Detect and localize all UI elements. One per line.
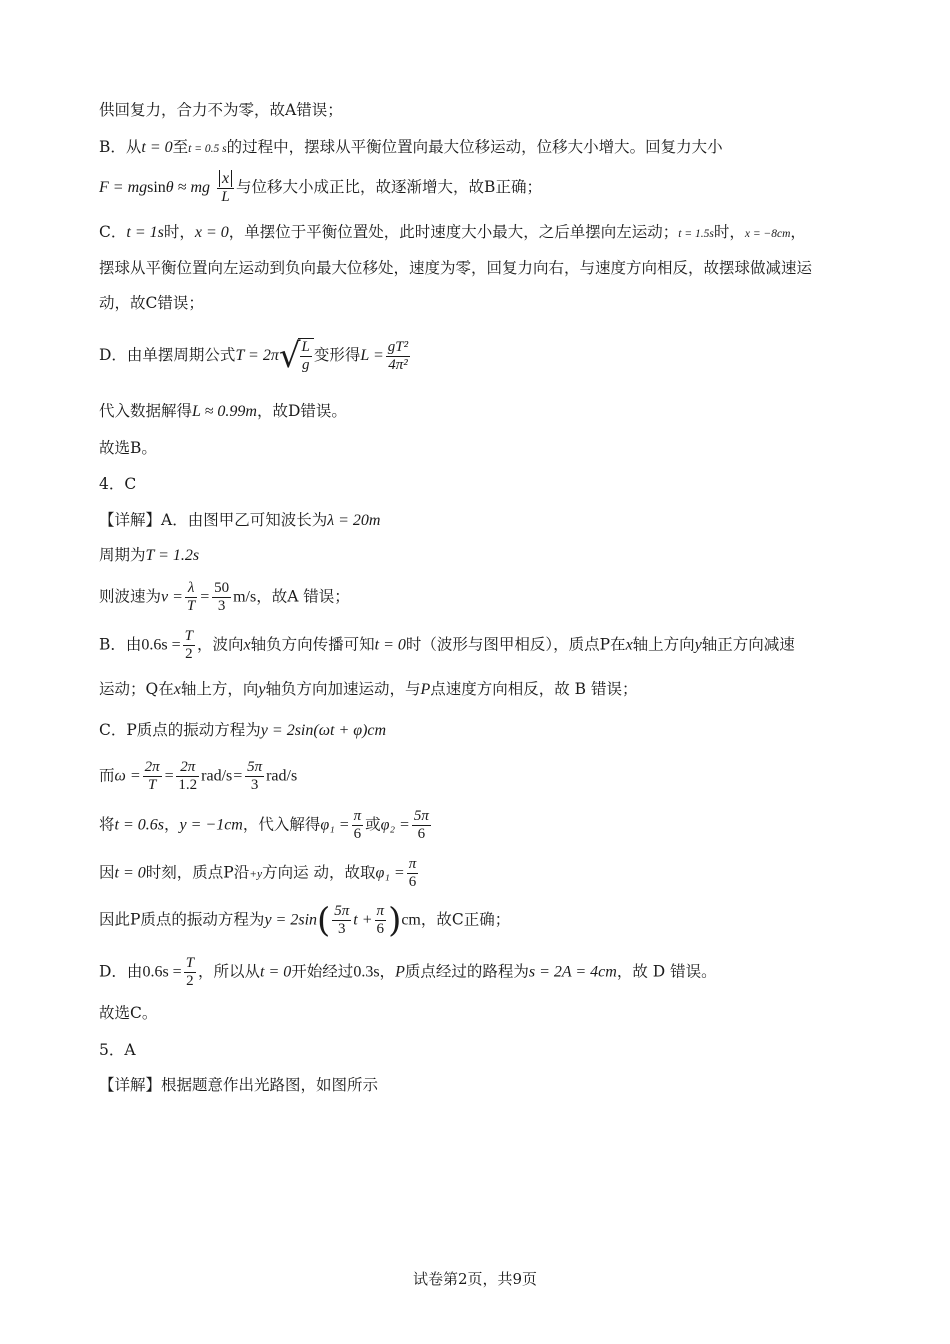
text: 5．A (99, 1041, 136, 1059)
math: x (625, 636, 633, 654)
math: φ₁ = (375, 864, 405, 882)
fraction (185, 580, 197, 615)
fraction (183, 628, 195, 663)
math: π (353, 808, 362, 824)
text-line (99, 137, 723, 159)
math: 3 (217, 598, 226, 614)
math: T = 1.2s (145, 547, 200, 564)
math: x (243, 636, 251, 654)
math: 50 (214, 580, 230, 596)
formula-line (99, 808, 433, 843)
fraction (352, 808, 364, 843)
math: 0.6s = (141, 636, 181, 654)
math: T (184, 628, 193, 644)
math: = (163, 767, 175, 785)
formula-line (99, 338, 412, 374)
text: ，故A 错误； (256, 587, 350, 606)
text: 故选C。 (99, 1004, 158, 1022)
text: 【详解】根据题意作出光路图，如图所示 (99, 1076, 379, 1094)
math: L = (360, 347, 384, 364)
text: 的过程中，摆球从平衡位置向最大位移运动，位移大小增大。回复力大小 (226, 138, 723, 156)
text: 质点经过的路程为 (404, 962, 529, 981)
math: t = 0.6s (114, 816, 164, 834)
math: 3 (250, 777, 259, 793)
text: 而 (99, 766, 115, 785)
text: ，故C正确； (420, 910, 511, 929)
text-line (99, 679, 638, 700)
math: F = mg (99, 179, 148, 196)
math: φ₂ = (380, 816, 410, 834)
math: t + (353, 911, 373, 929)
math: P (395, 963, 405, 981)
fraction (412, 808, 431, 843)
text: 时（波形与图甲相反），质点P在 (405, 635, 626, 654)
formula-line (99, 580, 350, 615)
text: ，故D错误。 (256, 402, 347, 420)
math: ω = (114, 767, 141, 785)
math: λ (185, 580, 197, 598)
fraction (143, 759, 162, 794)
text-line (99, 100, 343, 120)
text: ，波向 (196, 635, 244, 654)
math: x = −8cm (744, 228, 791, 240)
text: 变形得 (313, 346, 361, 364)
text: 因 (99, 863, 115, 882)
fraction (407, 856, 419, 891)
math: = (232, 767, 244, 785)
math: T (147, 777, 157, 793)
math: t = 1.5s (678, 228, 714, 240)
math: (ωt + φ)cm (313, 722, 387, 739)
text-line (99, 293, 204, 313)
math: y = 2sin (260, 722, 314, 739)
answer-number (99, 474, 136, 494)
math: 6 (417, 826, 426, 842)
text: 轴上方向 (632, 635, 695, 654)
math: 2π (144, 759, 160, 775)
math: y = −1cm (179, 816, 243, 834)
text: 动，故C错误； (99, 294, 204, 312)
fraction (386, 339, 410, 374)
math: T (186, 598, 196, 614)
math: = (199, 588, 211, 606)
text-line (99, 1075, 378, 1095)
math: x (219, 170, 232, 187)
text: 方向运 动，故取 (262, 863, 376, 882)
text: 轴正方向减速 (701, 635, 795, 654)
math: θ ≈ mg (165, 179, 210, 196)
math: T = 2π (235, 347, 279, 364)
fraction (332, 903, 351, 938)
text: 点速度方向相反，故 B 错误； (430, 680, 638, 698)
text: 时刻，质点P沿 (145, 863, 250, 882)
text: ，所以从 (198, 962, 261, 981)
formula-line: 因此P质点的振动方程为y = 2sin( $\frac{5\pi}{3}$ t + $\frac{\pi}{6}$ )cm，故C正确； (99, 900, 511, 941)
math: s = 2A = 4cm (528, 963, 617, 981)
math: 5π (413, 808, 429, 824)
text: 时， (163, 223, 195, 241)
math: φ₁ = (320, 816, 350, 834)
text: ， (163, 815, 180, 834)
fraction (176, 759, 199, 794)
math: g (301, 357, 310, 373)
text-line (99, 438, 157, 458)
text: 轴负方向传播可知 (250, 635, 375, 654)
text: 至 (172, 138, 189, 156)
math: x (173, 681, 181, 698)
text: B．由 (99, 635, 142, 654)
math: v = (161, 588, 183, 606)
formula-line (99, 856, 420, 891)
text: C．P质点的振动方程为 (99, 721, 261, 739)
fraction (300, 339, 312, 374)
text: ，代入解得 (242, 815, 321, 834)
fraction (217, 170, 234, 206)
math: P (420, 681, 431, 698)
math: t = 0 (114, 864, 146, 882)
text: 开始经过 (291, 962, 354, 981)
math: 6 (376, 921, 385, 937)
text: 运动；Q在 (99, 680, 174, 698)
sqrt: √ $\frac{L}{g}$ (279, 338, 314, 374)
math: cm (401, 911, 421, 929)
math: y (258, 681, 266, 698)
text: D．由单摆周期公式 (99, 346, 236, 364)
fraction (245, 759, 264, 794)
math: π (408, 856, 417, 872)
math: 6 (353, 826, 362, 842)
page-footer: 试卷第2页，共9页 (412, 1270, 538, 1288)
math: sin (147, 179, 166, 196)
math: t = 0 (374, 636, 406, 654)
math: 5π (247, 759, 263, 775)
text: 时， (713, 223, 745, 241)
text: 【详解】A．由图甲乙可知波长为 (99, 511, 328, 529)
math: t = 0 (141, 139, 173, 156)
math: π (376, 903, 385, 919)
text-line (99, 720, 386, 741)
math: 0.6s = (142, 963, 182, 981)
formula-line (99, 955, 717, 990)
math: 5π (334, 903, 350, 919)
formula-line (99, 170, 542, 206)
text: ， (379, 962, 396, 981)
text: 则波速为 (99, 587, 162, 606)
math: rad/s (201, 767, 233, 785)
text-line (99, 545, 199, 566)
text: B．从 (99, 138, 142, 156)
math: 1.2 (178, 777, 198, 793)
text-line (99, 258, 812, 278)
fraction (184, 955, 196, 990)
text: 与位移大小成正比，故逐渐增大，故B正确； (236, 178, 542, 196)
math: 2 (185, 646, 193, 662)
text-line: C．t = 1s时，x = 0，单摆位于平衡位置处，此时速度大小最大，之后单摆向左运动；t = 1.5s时，x = −8cm， (99, 223, 806, 241)
math: m/s (233, 588, 257, 606)
fraction (375, 903, 387, 938)
math: rad/s (266, 767, 298, 785)
math: λ = 20m (327, 512, 381, 529)
formula-line (99, 759, 297, 794)
text-line (99, 401, 347, 422)
math: y = 2sin (264, 911, 318, 929)
text: 供回复力，合力不为零，故A错误； (99, 101, 343, 119)
math: 4π² (388, 356, 408, 373)
math: t = 0 (260, 963, 292, 981)
text: 轴上方，向 (180, 680, 259, 698)
text: 将 (99, 815, 115, 834)
math: L (221, 189, 230, 205)
math: x = 0 (194, 224, 229, 241)
math: t = 0.5 s (188, 143, 227, 155)
math: 3 (338, 921, 346, 937)
text: 周期为 (99, 546, 146, 564)
math: 2π (176, 759, 199, 777)
math: gT² (387, 338, 409, 355)
text: 或 (365, 815, 381, 834)
text: C． (99, 223, 127, 241)
math: L ≈ 0.99m (192, 403, 257, 420)
math: T (185, 955, 195, 971)
text: 轴负方向加速运动，与 (265, 680, 421, 698)
math: t = 1s (126, 224, 164, 241)
fraction (212, 580, 231, 615)
text: 代入数据解得 (99, 402, 193, 420)
math: L (301, 339, 310, 355)
math: +y (249, 868, 263, 881)
text-line (99, 510, 380, 531)
math: 2 (186, 973, 194, 989)
answer-number (99, 1040, 136, 1060)
text: 故选B。 (99, 439, 157, 457)
formula-line (99, 628, 795, 663)
math: y (694, 636, 702, 654)
text: 因此P质点的振动方程为 (99, 910, 265, 929)
text: D．由 (99, 962, 143, 981)
text: 4．C (99, 475, 137, 493)
text: 摆球从平衡位置向左运动到负向最大位移处，速度为零，回复力向右，与速度方向相反，故摆球做减速运 (99, 259, 813, 277)
text-line (99, 1003, 157, 1023)
text: ，单摆位于平衡位置处，此时速度大小最大，之后单摆向左运动； (228, 223, 679, 241)
text: ，故 D 错误。 (616, 962, 717, 981)
math: 6 (408, 874, 417, 890)
math: 0.3s (353, 963, 380, 981)
